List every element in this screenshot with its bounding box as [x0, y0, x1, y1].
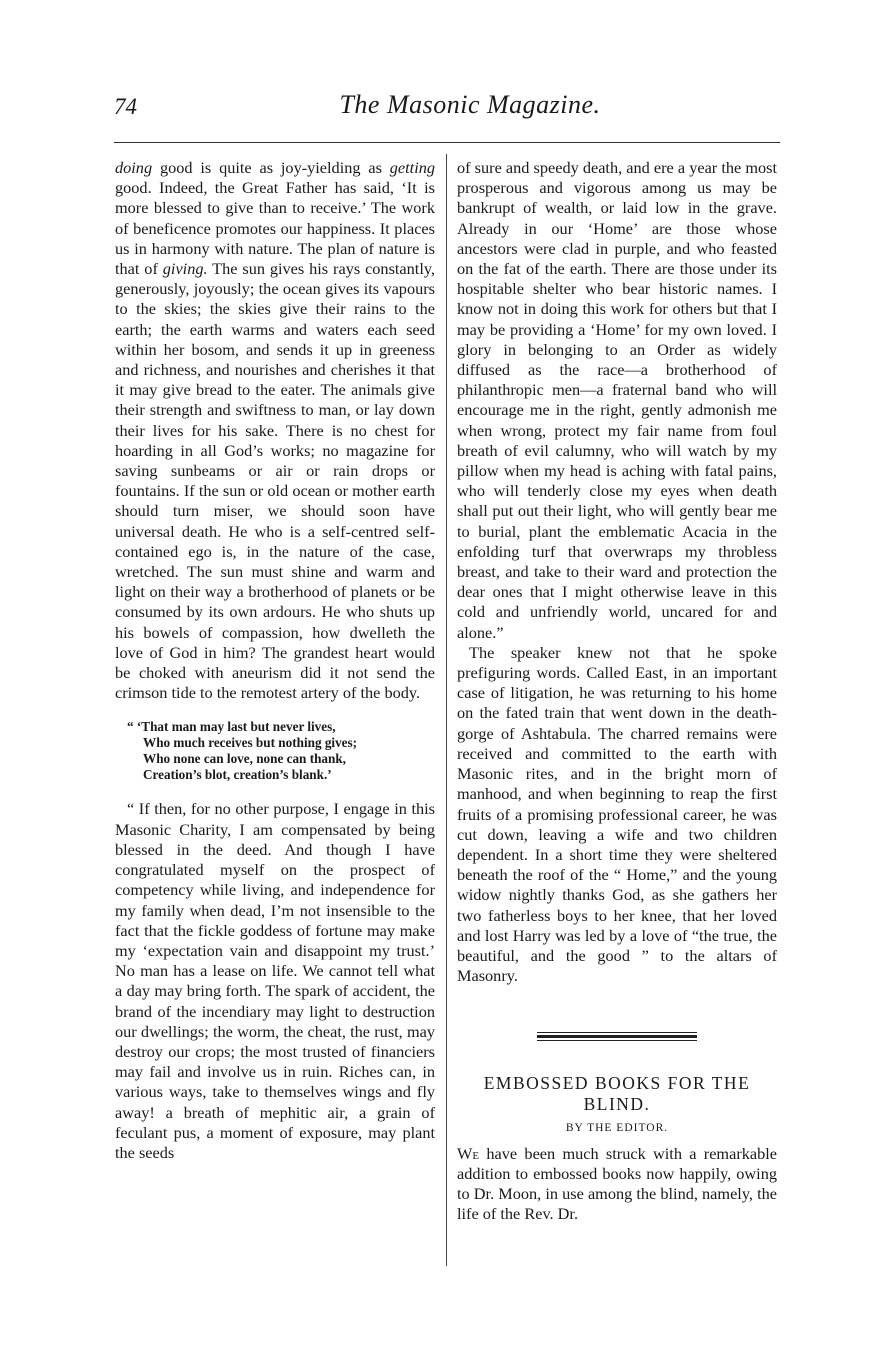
section-separator-rule	[537, 1032, 697, 1041]
column-divider	[446, 154, 447, 1266]
page-number: 74	[114, 94, 137, 119]
right-column	[457, 158, 777, 1224]
verse-quotation	[127, 719, 435, 783]
right-paragraph-3	[457, 1144, 777, 1225]
text-run: have been much struck with a remarkable addition to embossed books now happily, owing to Dr. Moon, in use among the blind, namely, the life of the Rev. Dr.	[457, 1143, 777, 1224]
verse-line: Who much receives but nothing gives;	[143, 735, 358, 751]
left-column	[115, 158, 435, 1163]
text-run: good is quite as joy-yielding as	[152, 158, 390, 177]
right-paragraph-2: The speaker knew not that he spoke prefiguring words. Called East, in an important case of litigation, he was returning to his home on the fated train that went down in the death-gorge of Ashtabula. The charred remains were received and committed to the earth with Masonic rites, and in the bright morn of manhood, and when beginning to reap the first fruits of a promising professional career, he was cut down, leaving a wife and two children dependent. In a short time they were sheltered beneath the roof of the “ Home,” and the young widow nightly thanks God, as she gathers her two fatherless boys to her knee, that her loved and lost Harry was led by a love of “the true, the beautiful, and the good ” to the altars of Masonry.	[457, 642, 777, 986]
text-run: The sun gives his rays constantly, generously, joyously; the ocean gives its vapours to the skies; the skies give their rains to the earth; the earth warms and waters each seed within her bosom, and sends it up in greeness and richness, and nourishes and cherishes it that it may give bread to the eater. The animals give their strength and swiftness to man, or lay down their lives for his sake. There is no chest for hoarding in all God’s works; no magazine for saving sunbeams or air or rain drops or fountains. If the sun or old ocean or mother earth should turn miser, we should soon have universal death. He who is a self-centred self-contained ego is, in the nature of the case, wretched. The sun must shine and warm and light on their way a brotherhood of planets or be consumed by its own ardours. He who shuts up his bowels of compassion, how dwelleth the love of God in him? The grandest heart would be choked with aneurism did it not send the crimson tide to the remotest artery of the body.	[115, 259, 435, 703]
text-run: good. Indeed, the Great Father has said, ‘It is more blessed to give than to receive.’ The work of beneficence promotes our happiness. It places us in harmony with nature. The plan of nature is that of	[115, 178, 435, 279]
byline: BY THE EDITOR.	[565, 1122, 669, 1135]
right-paragraph-1: of sure and speedy death, and ere a year the most prosperous and vigorous among us may be bankrupt of wealth, or laid low in the grave. Already in our ‘Home’ are those whose ancestors were clad in purple, and who feasted on the fat of the earth. There are those under its hospitable shelter who bear historic names. I know not in doing this work for others but that I may be providing a ‘Home’ for my own loved. I glory in belonging to an Order as widely diffused as the race—a brotherhood of philanthropic men—a fraternal band who will encourage me in the right, gently admonish me when wrong, protect my fair name from foul breath of evil calumny, who will watch by my pillow when my head is aching with fatal pains, who will tenderly close my eyes when death shall put out their light, who will gently bear me to burial, plant the emblematic Acacia in the enfolding turf that overwraps my throbless breast, and take to their ward and protection the dear ones that I might otherwise leave in this cold and unfriendly world, uncared for and alone.”	[457, 158, 777, 642]
verse-line: “ ‘That man may last but never lives,	[127, 719, 336, 735]
emphasis-getting: getting	[389, 158, 435, 177]
running-title: The Masonic Magazine.	[339, 90, 601, 119]
header-rule	[114, 142, 780, 143]
section-heading: EMBOSSED BOOKS FOR THE BLIND.	[483, 1073, 751, 1115]
drop-word: We	[457, 1143, 480, 1163]
emphasis-giving: giving.	[162, 259, 208, 279]
verse-line: Creation’s blot, creation’s blank.’	[143, 767, 332, 783]
emphasis-doing: doing	[115, 158, 153, 177]
verse-line: Who none can love, none can thank,	[143, 751, 346, 767]
left-paragraph-2: “ If then, for no other purpose, I engage in this Masonic Charity, I am compensated by being blessed in the deed. And though I have congratulated myself on the prospect of competency while living, and independence for my family when dead, I’m not insensible to the fact that the fickle goddess of fortune may make my ‘expectation vain and disappoint my trust.’ No man has a lease on life. We cannot tell what a day may bring forth. The spark of accident, the brand of the incendiary may light to destruction our dwellings; the worm, the cheat, the rust, may destroy our crops; the most trusted of financiers may fail and involve us in ruin. Riches can, in various ways, take to themselves wings and fly away! a breath of mephitic air, a grain of feculant pus, a moment of exposure, may plant the seeds	[115, 799, 435, 1162]
left-paragraph-1	[115, 158, 435, 703]
